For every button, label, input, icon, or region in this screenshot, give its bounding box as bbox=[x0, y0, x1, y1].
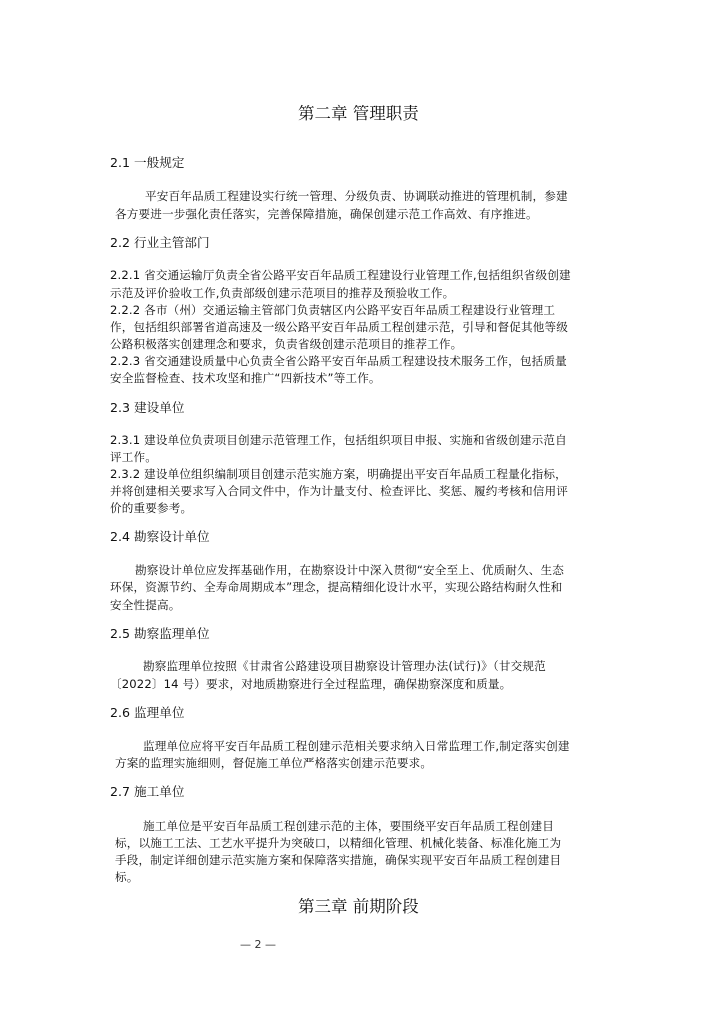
paragraph-line: 环保，资源节约、全寿命周期成本”理念，提高精细化设计水平，实现公路结构耐久性和 bbox=[110, 580, 563, 594]
section-2-1-heading: 2.1 一般规定 bbox=[110, 155, 185, 170]
paragraph-line: 勘察设计单位应发挥基础作用，在勘察设计中深入贯彻“安全至上、优质耐久、生态 bbox=[135, 563, 564, 577]
paragraph-line: 〔2022〕14 号）要求，对地质勘察进行全过程监理，确保勘察深度和质量。 bbox=[110, 677, 512, 691]
paragraph-line: 勘察监理单位按照《甘肃省公路建设项目勘察设计管理办法(试行)》（甘交规范 bbox=[143, 659, 546, 673]
paragraph-line: 标，以施工工法、工艺水平提升为突破口，以精细化管理、机械化装备、标准化施工为 bbox=[115, 836, 562, 850]
paragraph-line: 价的重要参考。 bbox=[110, 501, 193, 515]
paragraph-line: 施工单位是平安百年品质工程创建示范的主体，要围绕平安百年品质工程创建目 bbox=[143, 819, 555, 833]
paragraph-line: 2.3.1 建设单位负责项目创建示范管理工作，包括组织项目申报、实施和省级创建示范自 bbox=[110, 433, 567, 447]
section-2-3-heading: 2.3 建设单位 bbox=[110, 400, 185, 415]
chapter-3-title: 第三章 前期阶段 bbox=[298, 897, 419, 916]
section-2-5-heading: 2.5 勘察监理单位 bbox=[110, 626, 210, 641]
paragraph-line: 示范及评价验收工作,负责部级创建示范项目的推荐及预验收工作。 bbox=[110, 286, 455, 300]
section-2-2-heading: 2.2 行业主管部门 bbox=[110, 235, 210, 250]
paragraph-line: 并将创建相关要求写入合同文件中，作为计量支付、检查评比、奖惩、履约考核和信用评 bbox=[110, 484, 569, 498]
paragraph-line: 作，包括组织部署省道高速及一级公路平安百年品质工程创建示范，引导和督促其他等级 bbox=[110, 320, 569, 334]
section-2-6-heading: 2.6 监理单位 bbox=[110, 705, 185, 720]
page-number: — 2 — bbox=[240, 938, 276, 951]
paragraph-line: 安全监督检查、技术攻坚和推广“四新技术”等工作。 bbox=[110, 371, 381, 385]
paragraph-line: 2.3.2 建设单位组织编制项目创建示范实施方案，明确提出平安百年品质工程量化指标， bbox=[110, 467, 567, 481]
section-2-7-heading: 2.7 施工单位 bbox=[110, 784, 185, 799]
paragraph-line: 2.2.2 各市（州）交通运输主管部门负责辖区内公路平安百年品质工程建设行业管理工 bbox=[110, 303, 556, 317]
paragraph-line: 监理单位应将平安百年品质工程创建示范相关要求纳入日常监理工作,制定落实创建 bbox=[143, 739, 570, 753]
paragraph-line: 安全性提高。 bbox=[110, 598, 181, 612]
paragraph-line: 方案的监理实施细则，督促施工单位严格落实创建示范要求。 bbox=[115, 756, 433, 770]
paragraph-line: 2.2.1 省交通运输厅负责全省公路平安百年品质工程建设行业管理工作,包括组织省级创建 bbox=[110, 268, 571, 282]
paragraph-line: 2.2.3 省交通建设质量中心负责全省公路平安百年品质工程建设技术服务工作，包括质量 bbox=[110, 354, 567, 368]
paragraph-line: 平安百年品质工程建设实行统一管理、分级负责、协调联动推进的管理机制，参建 bbox=[145, 189, 568, 203]
paragraph-line: 评工作。 bbox=[110, 450, 157, 464]
paragraph-line: 各方要进一步强化责任落实，完善保障措施，确保创建示范工作高效、有序推进。 bbox=[115, 207, 538, 221]
paragraph-line: 手段，制定详细创建示范实施方案和保障落实措施，确保实现平安百年品质工程创建目 bbox=[115, 853, 562, 867]
paragraph-line: 标。 bbox=[115, 870, 139, 884]
section-2-4-heading: 2.4 勘察设计单位 bbox=[110, 529, 210, 544]
chapter-2-title: 第二章 管理职责 bbox=[298, 104, 419, 123]
paragraph-line: 公路积极落实创建理念和要求，负责省级创建示范项目的推荐工作。 bbox=[110, 337, 463, 351]
